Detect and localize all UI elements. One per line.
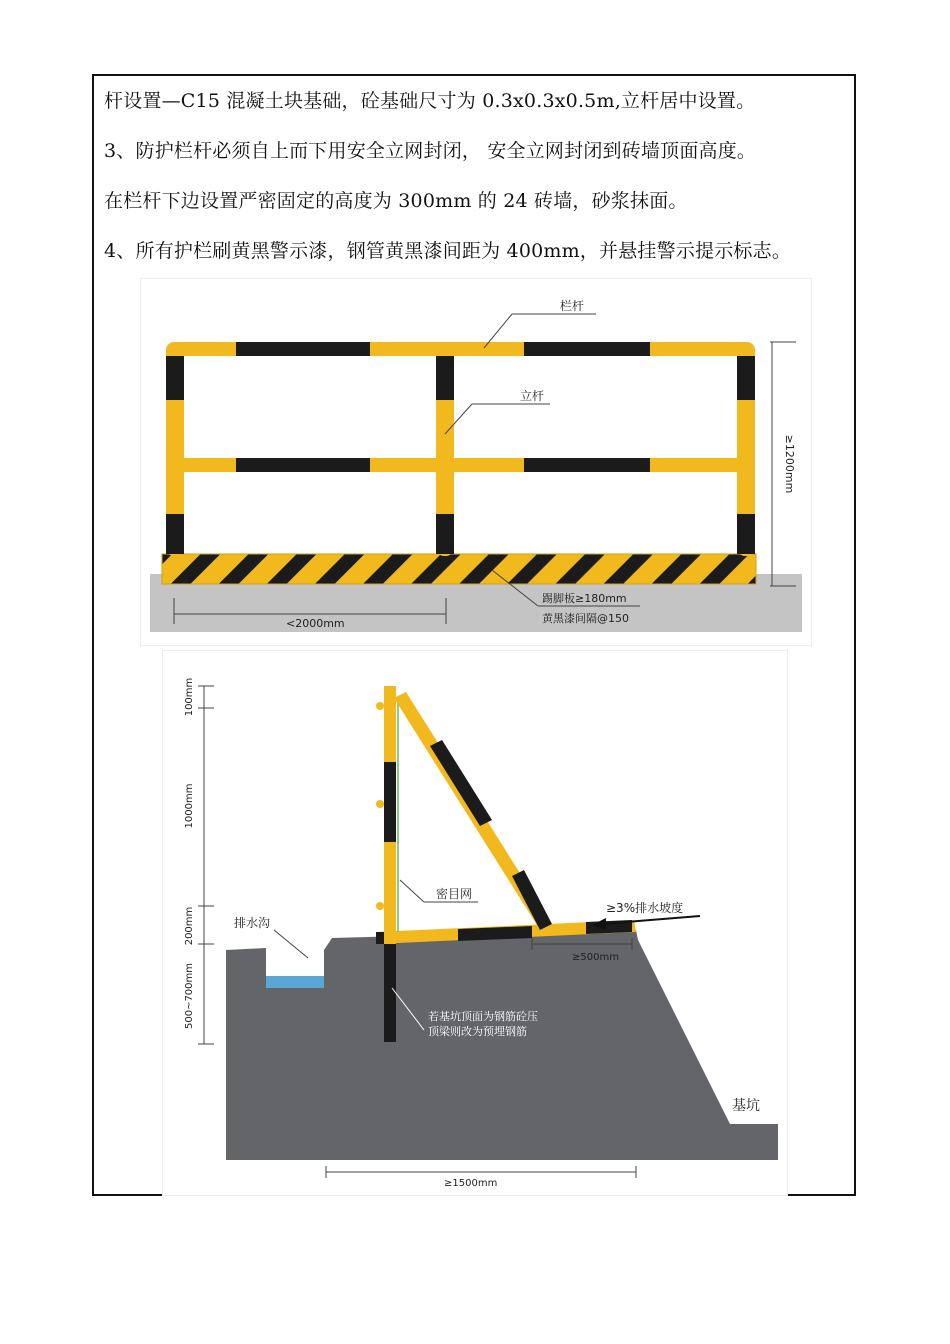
dim-1500-label: ≥1500mm [444, 1178, 498, 1189]
height-label: ≥1200mm [783, 434, 796, 494]
dim-500-label: ≥500mm [572, 952, 619, 963]
paragraph-line-1: 杆设置—C15 混凝土块基础，砼基础尺寸为 0.3x0.3x0.5m,立杆居中设置。 [104, 90, 756, 112]
net-label: 密目网 [436, 887, 473, 901]
dim-100-label: 100mm [184, 677, 195, 717]
note-line-2: 顶梁则改为预埋钢筋 [428, 1025, 527, 1038]
pit-label: 基坑 [732, 1098, 760, 1114]
toe-board [162, 554, 756, 584]
dim-1000-label: 1000mm [184, 783, 195, 829]
paint-label: 黄黑漆间隔@150 [542, 612, 629, 625]
paragraph-line-2: 3、防护栏杆必须自上而下用安全立网封闭， 安全立网封闭到砖墙顶面高度。 [104, 140, 757, 162]
drain-label: 排水沟 [234, 916, 271, 930]
railing-elevation-figure [140, 278, 812, 646]
pit-section-figure [162, 650, 788, 1196]
spacing-label: <2000mm [286, 617, 345, 630]
toeboard-label: 踢脚板≥180mm [542, 592, 627, 605]
dim-200-label: 200mm [184, 906, 195, 946]
post-label: 立杆 [520, 389, 545, 403]
slope-label: ≥3%排水坡度 [606, 901, 684, 915]
paragraph-line-3: 在栏杆下边设置严密固定的高度为 300mm 的 24 砖墙，砂浆抹面。 [104, 190, 688, 212]
rail-label: 栏杆 [560, 299, 585, 313]
dim-500-700-label: 500~700mm [184, 962, 195, 1030]
drain-water [266, 976, 324, 988]
paragraph-line-4: 4、所有护栏刷黄黑警示漆，钢管黄黑漆间距为 400mm，并悬挂警示提示标志。 [104, 240, 792, 262]
note-line-1: 若基坑顶面为钢筋砼压 [428, 1010, 538, 1023]
